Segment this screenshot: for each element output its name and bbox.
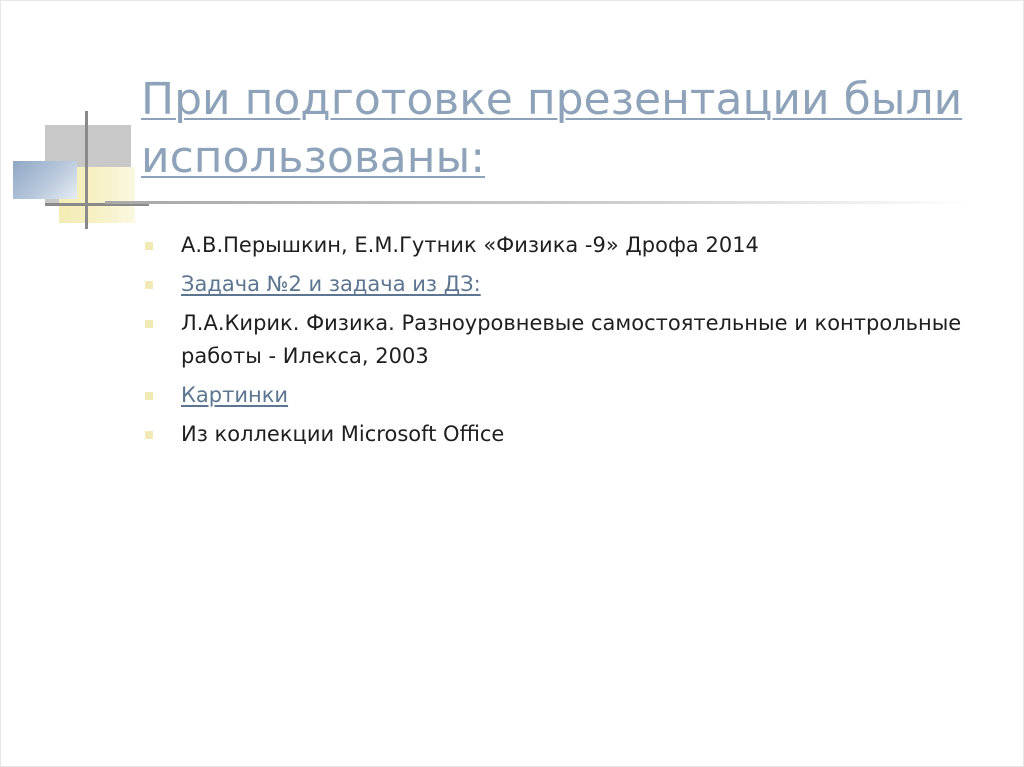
list-item-text: Из коллекции Microsoft Office <box>181 422 505 446</box>
bullet-square-icon <box>145 392 153 400</box>
list-item <box>143 229 983 262</box>
bullet-square-icon <box>145 431 153 439</box>
title-divider <box>105 201 975 204</box>
task-link[interactable]: Задача №2 и задача из ДЗ: <box>181 272 481 296</box>
bullet-list <box>143 229 983 457</box>
list-item <box>143 418 983 451</box>
decoration-vertical-line <box>85 111 88 229</box>
list-item <box>143 379 983 412</box>
bullet-square-icon <box>145 320 153 328</box>
decoration-blue-square <box>13 161 77 199</box>
bullet-square-icon <box>145 242 153 250</box>
list-item-text: Л.А.Кирик. Физика. Разноуровневые самостоятельные и контрольные работы - Илекса, 2003 <box>181 311 962 368</box>
corner-decoration <box>1 1 151 241</box>
bullet-square-icon <box>145 281 153 289</box>
list-item <box>143 268 983 301</box>
pictures-link[interactable]: Картинки <box>181 383 289 407</box>
list-item-text: А.В.Перышкин, Е.М.Гутник «Физика -9» Дрофа 2014 <box>181 233 759 257</box>
list-item <box>143 307 983 373</box>
slide-title: При подготовке презентации были использованы: <box>141 74 963 183</box>
